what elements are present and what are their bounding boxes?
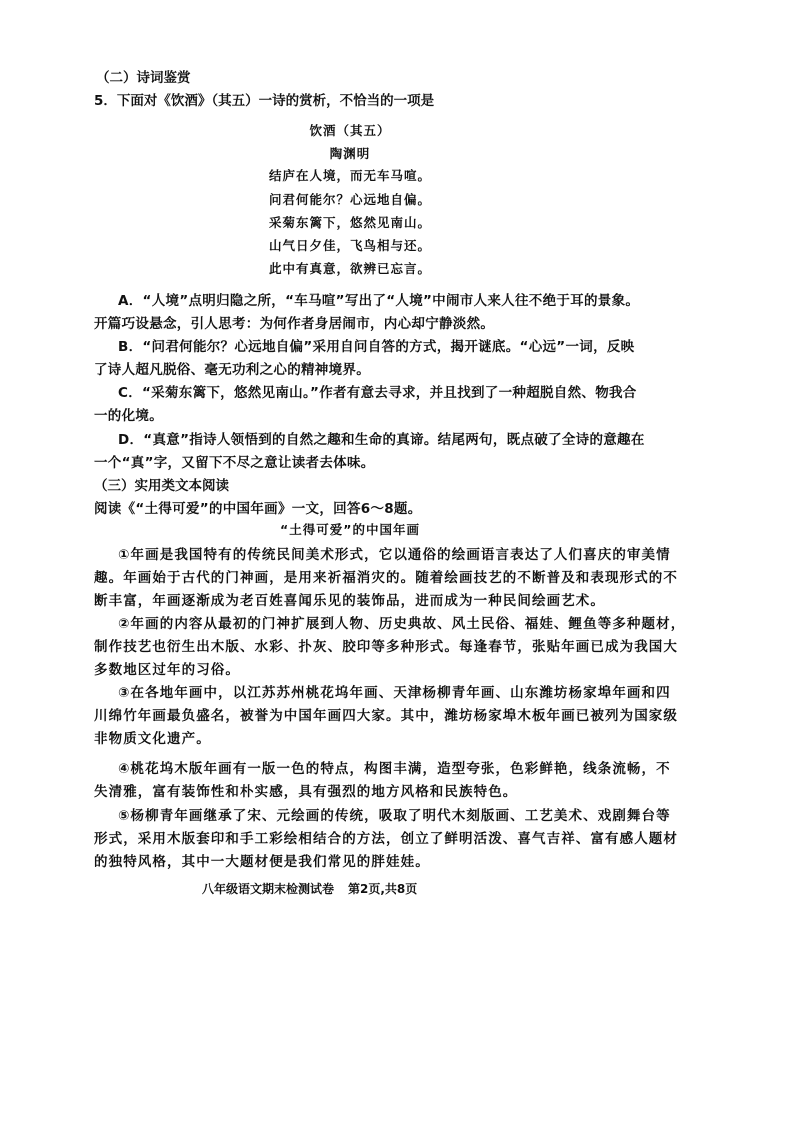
option-d-line-1: D．“真意”指诗人领悟到的自然之趣和生命的真谛。结尾两句，既点破了全诗的意趣在 bbox=[118, 432, 645, 448]
section-heading-poetry: （二）诗词鉴赏 bbox=[96, 70, 191, 86]
question-5: 5．下面对《饮酒》（其五）一诗的赏析，不恰当的一项是 bbox=[94, 93, 435, 109]
poem-title: 饮酒（其五） bbox=[309, 123, 391, 138]
article-line: 多数地区过年的习俗。 bbox=[94, 662, 240, 678]
option-d-line-2: 一个“真”字，又留下不尽之意让读者去体味。 bbox=[94, 455, 375, 471]
article-line: ③在各地年画中，以江苏苏州桃花坞年画、天津杨柳青年画、山东潍坊杨家埠年画和四 bbox=[118, 685, 671, 701]
footer-page-number: 第2页,共8页 bbox=[348, 882, 418, 896]
footer-exam-name: 八年级语文期末检测试卷 bbox=[202, 882, 335, 896]
reading-instruction: 阅读《“土得可爱”的中国年画》一文，回答6～8题。 bbox=[94, 501, 422, 517]
poem-line: 采菊东篱下，悠然见南山。 bbox=[268, 215, 431, 230]
article-line: 非物质文化遗产。 bbox=[94, 731, 211, 747]
article-line: 制作技艺也衍生出木版、水彩、扑灰、胶印等多种形式。每逢春节，张贴年画已成为我国大 bbox=[94, 639, 678, 655]
poem-line: 结庐在人境，而无车马喧。 bbox=[268, 168, 431, 183]
option-b-line-2: 了诗人超凡脱俗、毫无功利之心的精神境界。 bbox=[94, 362, 370, 378]
article-line: 川绵竹年画最负盛名，被誉为中国年画四大家。其中，潍坊杨家埠木板年画已被列为国家级 bbox=[94, 708, 678, 724]
section-heading-practical: （三）实用类文本阅读 bbox=[94, 478, 229, 494]
article-line: 趣。年画始于古代的门神画，是用来祈福消灾的。随着绘画技艺的不断普及和表现形式的不 bbox=[94, 570, 678, 586]
option-b-line-1: B．“问君何能尔？心远地自偏”采用自问自答的方式，揭开谜底。“心远”一词，反映 bbox=[118, 339, 635, 355]
option-c-line-2: 一的化境。 bbox=[94, 408, 163, 424]
poem-line: 问君何能尔？心远地自偏。 bbox=[268, 192, 431, 207]
poem-line: 山气日夕佳，飞鸟相与还。 bbox=[268, 238, 431, 253]
poem-line: 此中有真意，欲辨已忘言。 bbox=[268, 261, 431, 276]
article-line: 断丰富，年画逐渐成为老百姓喜闻乐见的装饰品，进而成为一种民间绘画艺术。 bbox=[94, 593, 605, 609]
article-line: 形式，采用木版套印和手工彩绘相结合的方法，创立了鲜明活泼、喜气吉祥、富有感人题材 bbox=[94, 831, 678, 847]
article-line: 失清雅，富有装饰性和朴实感，具有强烈的地方风格和民族特色。 bbox=[94, 784, 518, 800]
article-title: “土得可爱”的中国年画 bbox=[280, 522, 420, 537]
article-line: ②年画的内容从最初的门神扩展到人物、历史典故、风土民俗、福娃、鲤鱼等多种题材， bbox=[118, 616, 686, 632]
article-line: ①年画是我国特有的传统民间美术形式，它以通俗的绘画语言表达了人们喜庆的审美情 bbox=[118, 547, 671, 563]
article-line: 的独特风格，其中一大题材便是我们常见的胖娃娃。 bbox=[94, 854, 430, 870]
option-a-line-2: 开篇巧设悬念，引人思考：为何作者身居闹市，内心却宁静淡然。 bbox=[94, 316, 495, 332]
option-a-line-1: A．“人境”点明归隐之所，“车马喧”写出了“人境”中闹市人来人往不绝于耳的景象。 bbox=[118, 293, 640, 309]
article-line: ④桃花坞木版年画有一版一色的特点，构图丰满，造型夸张，色彩鲜艳，线条流畅，不 bbox=[118, 761, 671, 777]
option-c-line-1: C．“采菊东篱下，悠然见南山。”作者有意去寻求，并且找到了一种超脱自然、物我合 bbox=[118, 385, 637, 401]
article-line: ⑤杨柳青年画继承了宋、元绘画的传统，吸取了明代木刻版画、工艺美术、戏剧舞台等 bbox=[118, 808, 671, 824]
poem-author: 陶渊明 bbox=[329, 146, 371, 161]
